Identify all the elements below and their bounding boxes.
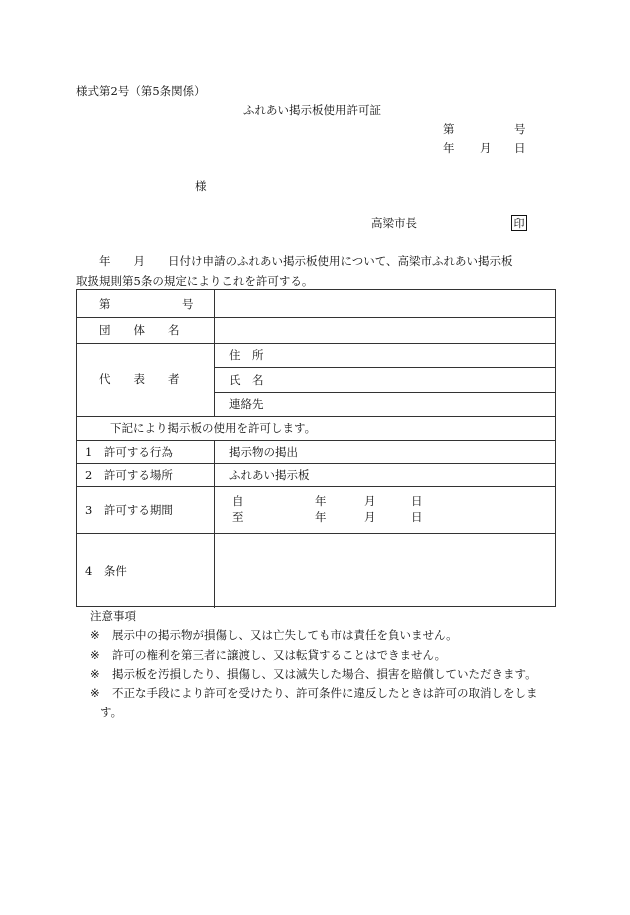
item-4-label: 4 条件 xyxy=(85,564,127,578)
period-to-year: 年 xyxy=(315,510,327,524)
note-bullet: ※ xyxy=(90,648,100,662)
table-rule xyxy=(214,392,555,393)
note-text: 不正な手段により許可を受けたり、許可条件に違反したときは許可の取消しをしま xyxy=(112,686,538,700)
item-1-label: 1 許可する行為 xyxy=(85,445,173,459)
note-continuation: す。 xyxy=(100,705,123,719)
period-to-label: 至 xyxy=(232,510,244,524)
note-item xyxy=(90,650,446,662)
body-text-line-1: 年 月 日付け申請のふれあい掲示板使用について、高梁市ふれあい掲示板 xyxy=(76,254,513,268)
period-to-month: 月 xyxy=(364,510,376,524)
certificate-number-suffix: 号 xyxy=(514,122,526,136)
table-rule xyxy=(77,416,555,417)
period-to-day: 日 xyxy=(411,510,423,524)
table-rule xyxy=(77,317,555,318)
period-from-month: 月 xyxy=(364,494,376,508)
row-number-prefix: 第 xyxy=(99,297,111,311)
note-text: 掲示板を汚損したり、損傷し、又は滅失した場合、損害を賠償していただきます。 xyxy=(112,667,537,681)
note-text: 許可の権利を第三者に譲渡し、又は転貸することはできません。 xyxy=(112,648,447,662)
table-rule xyxy=(77,440,555,441)
permit-table xyxy=(76,289,556,607)
table-rule xyxy=(77,463,555,464)
body-text-line-2: 取扱規則第5条の規定によりこれを許可する。 xyxy=(76,274,314,288)
note-bullet: ※ xyxy=(90,667,100,681)
notes-heading: 注意事項 xyxy=(90,609,136,623)
period-from-day: 日 xyxy=(411,494,423,508)
note-item xyxy=(90,688,538,700)
note-bullet: ※ xyxy=(90,628,100,642)
form-label: 様式第2号（第5条関係） xyxy=(76,84,206,98)
row-number-suffix: 号 xyxy=(182,297,194,311)
item-2-label: 2 許可する場所 xyxy=(85,468,173,482)
table-rule xyxy=(214,367,555,368)
issue-date-day: 日 xyxy=(514,141,526,155)
name-label: 氏 名 xyxy=(229,373,264,387)
issuer-name: 高梁市長 xyxy=(371,216,417,230)
seal-stamp-box: 印 xyxy=(511,215,527,231)
note-bullet: ※ xyxy=(90,686,100,700)
group-name-label: 団 体 名 xyxy=(99,323,180,337)
address-label: 住 所 xyxy=(229,348,264,362)
issue-date-year: 年 xyxy=(443,141,455,155)
table-column-rule xyxy=(214,290,215,416)
representative-label: 代 表 者 xyxy=(99,372,180,386)
table-rule xyxy=(77,343,555,344)
item-1-value: 掲示物の掲出 xyxy=(229,445,298,459)
permission-note: 下記により掲示板の使用を許可します。 xyxy=(110,421,317,435)
item-3-label: 3 許可する期間 xyxy=(85,503,173,517)
period-from-year: 年 xyxy=(315,494,327,508)
table-rule xyxy=(77,533,555,534)
table-rule xyxy=(77,486,555,487)
period-from-label: 自 xyxy=(232,494,244,508)
item-2-value: ふれあい掲示板 xyxy=(229,468,310,482)
note-item xyxy=(90,669,537,681)
contact-label: 連絡先 xyxy=(229,397,264,411)
note-text: 展示中の掲示物が損傷し、又は亡失しても市は責任を負いません。 xyxy=(112,628,458,642)
table-column-rule xyxy=(214,440,215,608)
note-item xyxy=(90,630,458,642)
recipient-honorific: 様 xyxy=(195,179,207,193)
certificate-number-prefix: 第 xyxy=(443,122,455,136)
issue-date-month: 月 xyxy=(480,141,492,155)
document-title: ふれあい掲示板使用許可証 xyxy=(243,103,381,117)
